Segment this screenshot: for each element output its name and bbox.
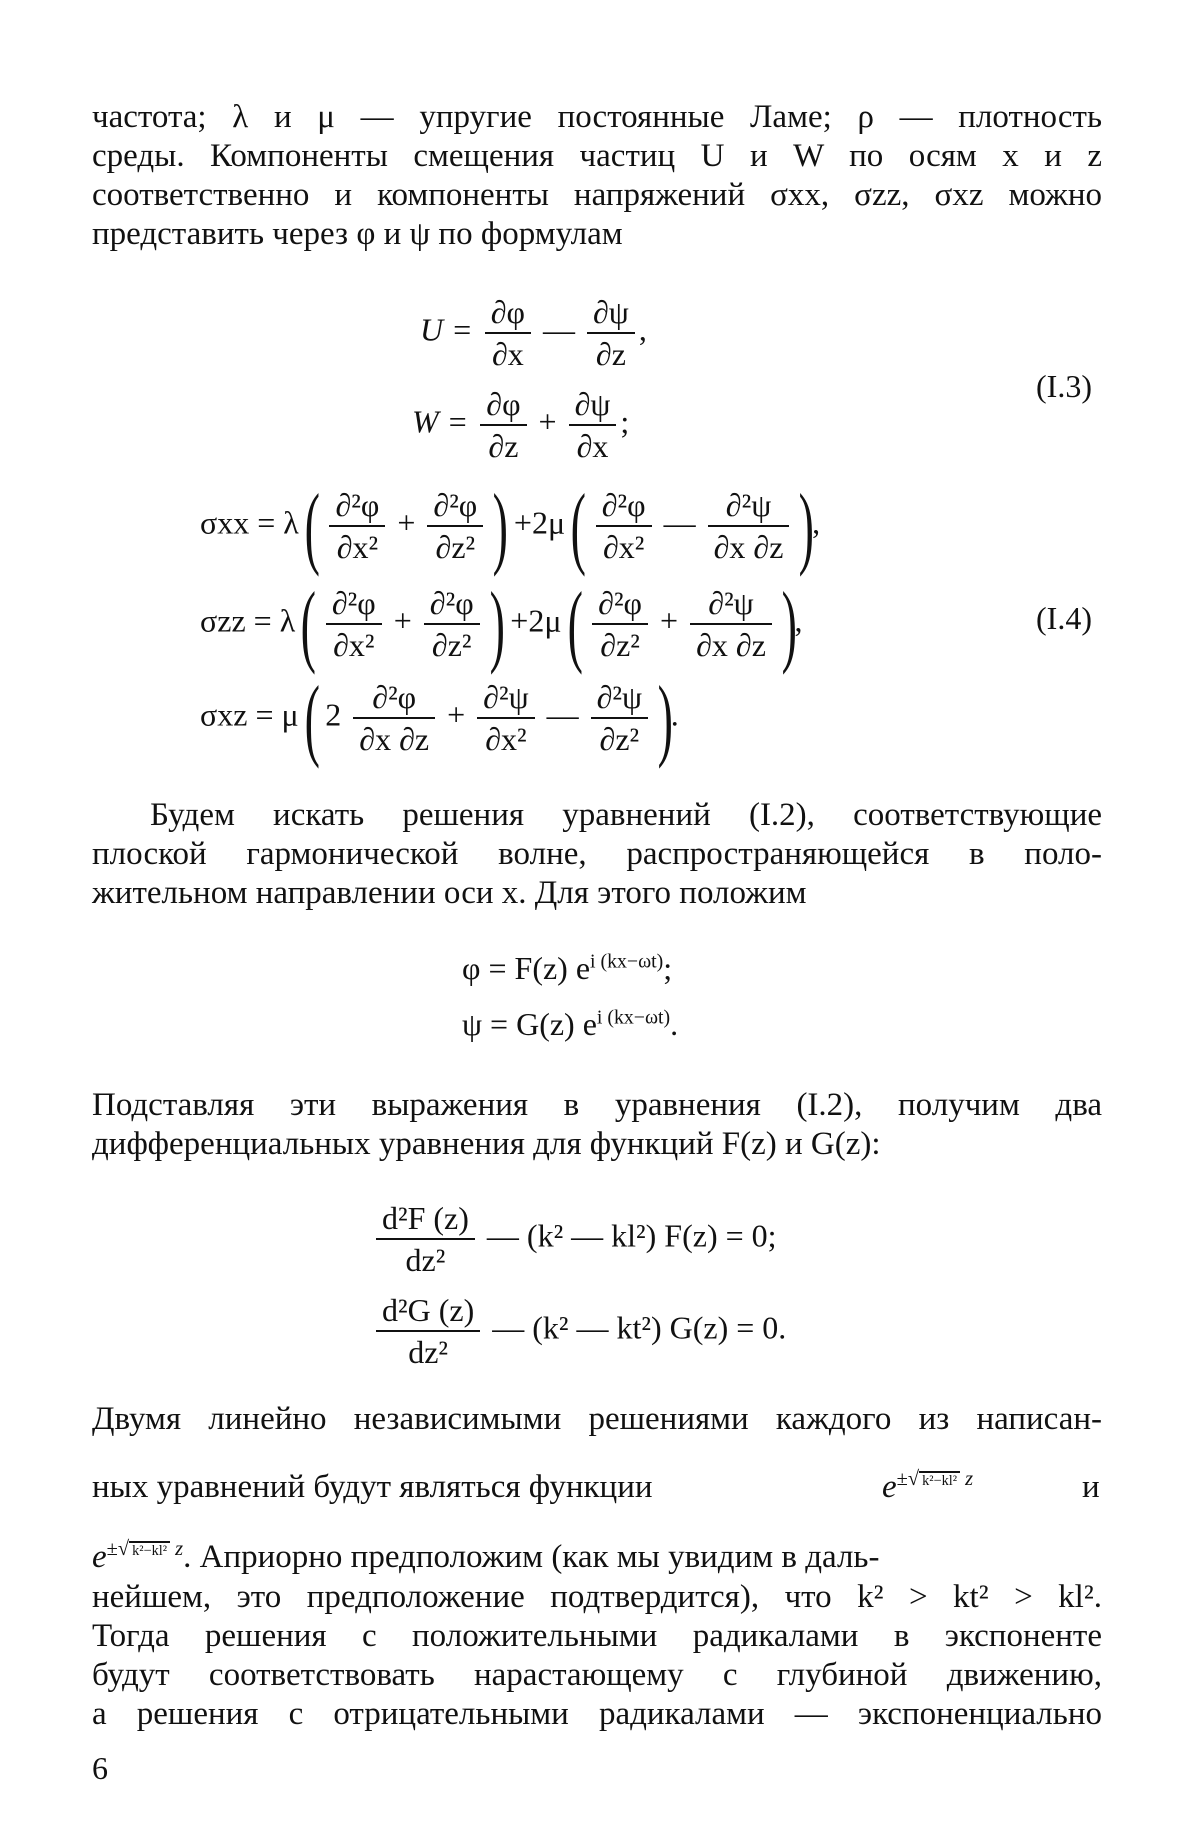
equation-G: $\frac{\text{d²G (z)}}{\text{dz²}}$ — (k² — kt²) G(z) = 0. xyxy=(372,1290,786,1372)
equation-sigma-zz: σzz = λ ( $\frac{\text{∂²φ}}{\text{∂x²}}$ + $\frac{\text{∂²φ}}{\text{∂z²}}$ ) +2μ ( $\frac{\text{∂²φ}}{\text{∂z²}}$ + $\frac{\text{∂²ψ}}{\partial x \partial z}$ ), xyxy=(200,573,803,675)
equation-U: U = $\frac{\partial\varphi}{\partial x}$ — $\frac{\partial\psi}{\partial z}$ , xyxy=(420,294,647,372)
text-line: Двумя линейно независимыми решениями каждого из написан- xyxy=(92,1401,1102,1437)
equation-psi: ψ = G(z) $e^{i (kx-\omega t)}$. xyxy=(462,1006,679,1042)
eq-lhs: U = xyxy=(420,311,473,348)
fraction: $\frac{\text{d²F (z)}}{\text{dz²}}$ xyxy=(376,1198,475,1280)
fraction: $\frac{\text{∂²φ}}{\text{∂x²}}$ xyxy=(596,485,652,567)
equation-number: (I.4) xyxy=(1036,600,1092,636)
text-line: ных уравнений будут являться функции xyxy=(92,1469,653,1505)
paragraph-4 xyxy=(92,1400,1102,1439)
fraction: $\frac{\text{∂²ψ}}{\partial x \partial z}$ xyxy=(708,485,790,567)
fraction: $\frac{\text{∂²φ}}{\text{∂x²}}$ xyxy=(329,485,385,567)
fraction: $\frac{\text{∂²φ}}{\text{∂z²}}$ xyxy=(427,485,483,567)
text-line: дифференциальных уравнения для функций F(z) и G(z): xyxy=(92,1126,881,1162)
text-line: а решения с отрицательными радикалами — экспоненциально xyxy=(92,1696,1102,1732)
exponent-expression: $e^{\pm√ k^2-kl^2 z}$ xyxy=(92,1538,184,1575)
paragraph-3 xyxy=(92,1086,1102,1164)
paragraph-4-line-2 xyxy=(92,1468,1102,1507)
text-word: и xyxy=(1082,1469,1100,1505)
fraction: $\frac{\text{∂²ψ}}{\text{∂z²}}$ xyxy=(591,677,648,759)
paragraph-2 xyxy=(92,796,1102,913)
equation-F: $\frac{\text{d²F (z)}}{\text{dz²}}$ — (k² — kl²) F(z) = 0; xyxy=(372,1198,777,1280)
paragraph-1 xyxy=(92,98,1102,254)
text-line: частота; λ и μ — упругие постоянные Ламе; ρ — плотность xyxy=(92,99,1102,135)
equation-sigma-xz: σxz = μ ( 2 $\frac{\text{∂²φ}}{\partial x \partial z}$ + $\frac{\text{∂²ψ}}{\text{∂x²}}$ — $\frac{\text{∂²ψ}}{\text{∂z²}}$ ). xyxy=(200,667,679,769)
paragraph-4-rest xyxy=(92,1578,1102,1734)
paragraph-4-line-3 xyxy=(92,1530,1102,1577)
text-line: соответственно и компоненты напряжений σxx, σzz, σxz можно xyxy=(92,177,1102,213)
text-line: представить через φ и ψ по формулам xyxy=(92,216,623,252)
eq-lhs: W = xyxy=(412,403,469,440)
text-line: Тогда решения с положительными радикалами в экспоненте xyxy=(92,1618,1102,1654)
text-line: плоской гармонической волне, распространяющейся в поло- xyxy=(92,836,1102,872)
text-line: нейшем, это предположение подтвердится), что k² > kt² > kl². xyxy=(92,1579,1102,1615)
text-line: среды. Компоненты смещения частиц U и W по осям x и z xyxy=(92,138,1102,174)
fraction: $\frac{\text{d²G (z)}}{\text{dz²}}$ xyxy=(376,1290,480,1372)
fraction: $\frac{\partial\psi}{\partial z}$ xyxy=(587,292,635,374)
text-line: Подставляя эти выражения в уравнения (I.2), получим два xyxy=(92,1087,1102,1123)
page-number: 6 xyxy=(92,1750,108,1786)
fraction: $\frac{\text{∂²ψ}}{\partial x \partial z}$ xyxy=(690,583,772,665)
exponent-expression: $e^{\pm√ k^2-kl^2 z}$ xyxy=(882,1468,974,1505)
equation-number: (I.3) xyxy=(1036,368,1092,404)
equation-W: W = $\frac{\partial\varphi}{\partial z}$ + $\frac{\partial\psi}{\partial x}$ ; xyxy=(412,386,630,464)
fraction: $\frac{\text{∂²φ}}{\text{∂x²}}$ xyxy=(326,583,382,665)
fraction: $\frac{\partial\varphi}{\partial z}$ xyxy=(480,384,526,466)
equation-sigma-xx: σxx = λ ( $\frac{\text{∂²φ}}{\text{∂x²}}$ + $\frac{\text{∂²φ}}{\text{∂z²}}$ ) +2μ ( $\frac{\text{∂²φ}}{\text{∂x²}}$ — $\frac{\text{∂²ψ}}{\partial x \partial z}$ ), xyxy=(200,475,821,577)
fraction: $\frac{\text{∂²φ}}{\text{∂z²}}$ xyxy=(592,583,648,665)
equation-phi: φ = F(z) $e^{i (kx-\omega t)}$; xyxy=(462,950,673,986)
fraction: $\frac{\text{∂²φ}}{\partial x \partial z}$ xyxy=(353,677,435,759)
fraction: $\frac{\partial\varphi}{\partial x}$ xyxy=(485,292,531,374)
text-line: Будем искать решения уравнений (I.2), соответствующие xyxy=(150,797,1102,833)
fraction: $\frac{\text{∂²φ}}{\text{∂z²}}$ xyxy=(424,583,480,665)
fraction: $\frac{\text{∂²ψ}}{\text{∂x²}}$ xyxy=(477,677,534,759)
text-line: жительном направлении оси x. Для этого положим xyxy=(92,875,807,911)
text-line: будут соответствовать нарастающему с глубиной движению, xyxy=(92,1657,1102,1693)
fraction: $\frac{\partial\psi}{\partial x}$ xyxy=(569,384,617,466)
text-line: . Априорно предположим (как мы увидим в даль- xyxy=(183,1539,880,1575)
